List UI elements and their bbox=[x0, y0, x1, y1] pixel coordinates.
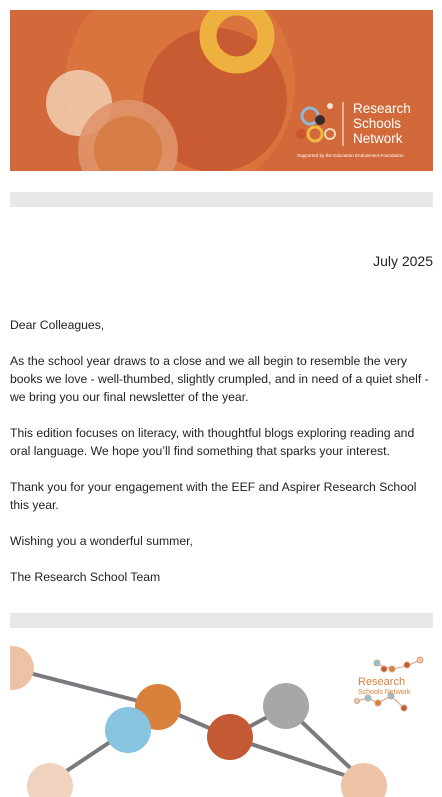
salutation: Dear Colleagues, bbox=[10, 318, 105, 332]
node-rust bbox=[207, 714, 253, 760]
signature: The Research School Team bbox=[10, 570, 161, 584]
brand-line-2: Schools bbox=[353, 116, 402, 131]
header-banner bbox=[10, 10, 433, 171]
footer-logo-line-2: Schools Network bbox=[358, 689, 411, 696]
network-artwork bbox=[10, 640, 433, 797]
paragraph-intro: As the school year draws to a close and we all begin to resemble the very books we love - well-thumbed, slightly crumpled, and in need of a quiet shelf - we bring you our final newsletter of the year. bbox=[10, 354, 429, 404]
top-divider bbox=[10, 192, 433, 207]
banner-artwork bbox=[10, 10, 433, 171]
bottom-divider bbox=[10, 613, 433, 628]
brand-line-1: Research bbox=[353, 101, 411, 116]
node-peach-bottom bbox=[27, 763, 73, 797]
paragraph-thanks: Thank you for your engagement with the EEF and Aspirer Research School this year. bbox=[10, 480, 417, 512]
paragraph-summer: Wishing you a wonderful summer, bbox=[10, 534, 193, 548]
letter-body bbox=[10, 316, 434, 604]
node-peach-left bbox=[10, 646, 34, 690]
node-blue bbox=[105, 707, 151, 753]
footer-graphic bbox=[10, 640, 433, 797]
paragraph-literacy: This edition focuses on literacy, with thoughtful blogs exploring reading and oral language. We hope you’ll find something that sparks your interest. bbox=[10, 426, 415, 458]
network-lines bbox=[10, 668, 365, 782]
supported-by-text: Supported by the Education Endowment Foundation bbox=[297, 153, 404, 158]
node-grey bbox=[263, 683, 309, 729]
newsletter-date: July 2025 bbox=[373, 253, 433, 269]
brand-line-3: Network bbox=[353, 131, 403, 146]
footer-logo-line-1: Research bbox=[358, 676, 406, 688]
